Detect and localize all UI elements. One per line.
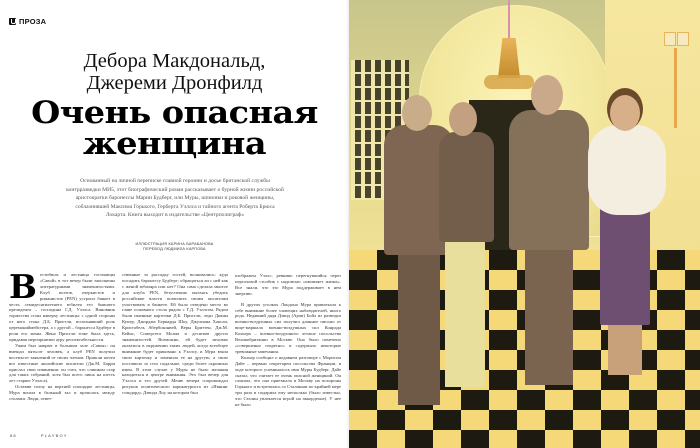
body-column-2 — [122, 272, 228, 396]
body-paragraph: Кольер сообщил о недавнем разговоре с Морисом Дайе – первым секретарем посольства Франции, в ходе которого упоминалось имя Муры Будберг. Дайе сказал, что считает ее очень опасной женщиной. Он слышал, что она приезжала в Москву на похороны Горького и встречалась со Сталиным по крайней мере три раза и подарила ему несколько (было известно, что Сталин увлекается игрой на аккордеоне). У нее не было — [235, 354, 341, 408]
figure-coat — [509, 110, 589, 250]
article-lede: Основанный на личной переписке главной героини и досье британской службы контрразведки МИ5, этот биографический роман рассказывает о бурной жизни российской аристократки баронессы Марии Будберг, или Муры, шпионки и роковой женщины, соблазнившей Максима Горького, Герберта Уэллса и тайного агента Роберта Брюса Локарта. Книга выходит в издательстве «Центрполиграф» — [66, 178, 284, 219]
page-footer — [10, 433, 68, 438]
article-authors — [0, 50, 349, 94]
article-credits — [0, 242, 349, 252]
chandelier-cord — [508, 0, 510, 40]
figure-legs — [398, 245, 440, 405]
section-label-text: ПРОЗА — [19, 17, 47, 26]
paragraph-text: естибюль и лестница гостиницы «Савой» в тот вечер были заполнены литературными знаменитостями. Клуб поэтов, очеркистов и романистов (PEN) устроил банкет в честь семидесятилетнего юбилея его бывшего президента – господина Г.Д. Уэллса. Виновник торжества стоял наверху лестницы: с одной стороны от него стоял Д.Б. Пристли, исполнявший роль церемониймейстера, а с другой – баронесса Будберг в роли его жены. Жена Пристли тоже была здесь, придавая мероприятию ауру респектабельности. — [9, 272, 115, 342]
body-paragraph — [9, 267, 115, 343]
figure-man-tall — [509, 75, 589, 405]
figure-legs — [525, 245, 573, 385]
figure-head — [610, 95, 640, 131]
author-line-1: Дебора Макдональд, — [83, 50, 266, 72]
magazine-name: PLAYBOY — [40, 433, 68, 438]
illustration-credit: ИЛЛЮСТРАЦИЯ КАРИНА БАРАБАНОВА — [135, 242, 214, 246]
author-line-2: Джереми Дронфилд — [86, 72, 263, 94]
sconce-stem — [674, 48, 677, 128]
figure-head — [449, 102, 477, 136]
drop-cap: В — [9, 267, 37, 306]
title-line-2: женщина — [82, 126, 267, 162]
figure-legs — [445, 237, 485, 387]
figure-coat — [439, 132, 494, 242]
figure-head — [531, 75, 563, 115]
body-paragraph: Ужин был накрыт в большом зале «Савоя»: он вмещал пятьсот человек, а клуб PEN получил восемьсот заявлений от своих членов. Пришли почти все известные английские писатели (Дж.М. Барри прислал свои извинения: он счел, что слишком стар для таких собраний, хотя был всего лишь на шесть лет старше Уэллса). — [9, 342, 115, 384]
body-paragraph: Оставив толпу на верхней площадке лестницы, Мура вошла в бальный зал и прошлась между столами. Люди, ответ- — [9, 384, 115, 402]
article-title — [0, 95, 363, 162]
title-line-1: Очень опасная — [31, 95, 318, 131]
left-page — [0, 0, 349, 448]
figure-head — [402, 95, 432, 131]
body-column-3 — [235, 273, 341, 408]
figure-legs — [608, 320, 642, 375]
figure-woman — [594, 95, 659, 395]
figure-man-middle — [439, 102, 499, 402]
page-number: 88 — [10, 433, 17, 438]
chandelier-body — [498, 38, 520, 78]
wall-sconce-icon — [664, 28, 688, 128]
sconce-shade — [677, 32, 689, 46]
body-paragraph: изображен Уэллс, ревниво перегнувшийся через перголовой столбик с надписью «оживляет жизнь». Все знали, что это Мура поддерживает в нем энергию. — [235, 273, 341, 296]
section-label — [9, 17, 46, 26]
figure-feather-stole — [588, 125, 666, 215]
article-illustration — [349, 0, 700, 448]
body-paragraph: ственные за рассадку гостей, волновались: куда посадить баронессу Будберг; обращаться ли с ней как с женой юбиляра или нет? Она сама сделала многое для клуба PEN, безуспешно пытаясь убедить российские власти позволить своим писателям участвовать в банкете. Ей было отведено место во главе основного стола рядом с Г.Д. Уэллсом. Рядом были именные карточки Д.Б. Пристли, леди Дианы Купер, Джорджа Бернарда Шоу, Джулиана Хаксли, Кристабель Абербоконвей, Веры Бриттен, Дж.М. Кейнс, Сомерсета Моэма и десятков других знаменитостей. Возможно, ей будет неловко оказаться в окружении таких людей, когда всеобщее внимание будет приковано к Уэллсу, и Мура взяла свою карточку и заменила ее на другую, а свою поставила за стол подальше, среди более скромных имен. В этом случае у Муры не было желания находиться в центре внимания. Это был вечер для Уэллса и его друзей. Меню вечера сопровождал рисунок политического карикатуриста из «Ивнинг стандард» Дэвида Лоу, на котором был — [122, 272, 228, 396]
translation-credit: ПЕРЕВОД ЛЮДМИЛА КАРПОВА — [143, 247, 206, 251]
body-paragraph: В других уголках Лондона Мура привлекала к себе внимание более зловещих наблюдателей, иного рода. Недавний дядя Дэвид (Арчи) Бойл из разведки военно-воздушных сил получил длинное письмо от вице-маршала военно-воздушных сил Конрада Кольера – военно-воздушного атташе посольства Великобритании в Москве. Оно было помечено «совершенно секретно» и содержало некоторые тревожные замечания. — [235, 301, 341, 354]
playboy-bunny-icon — [9, 18, 16, 25]
sconce-shade — [664, 32, 676, 46]
body-column-1 — [9, 267, 115, 402]
